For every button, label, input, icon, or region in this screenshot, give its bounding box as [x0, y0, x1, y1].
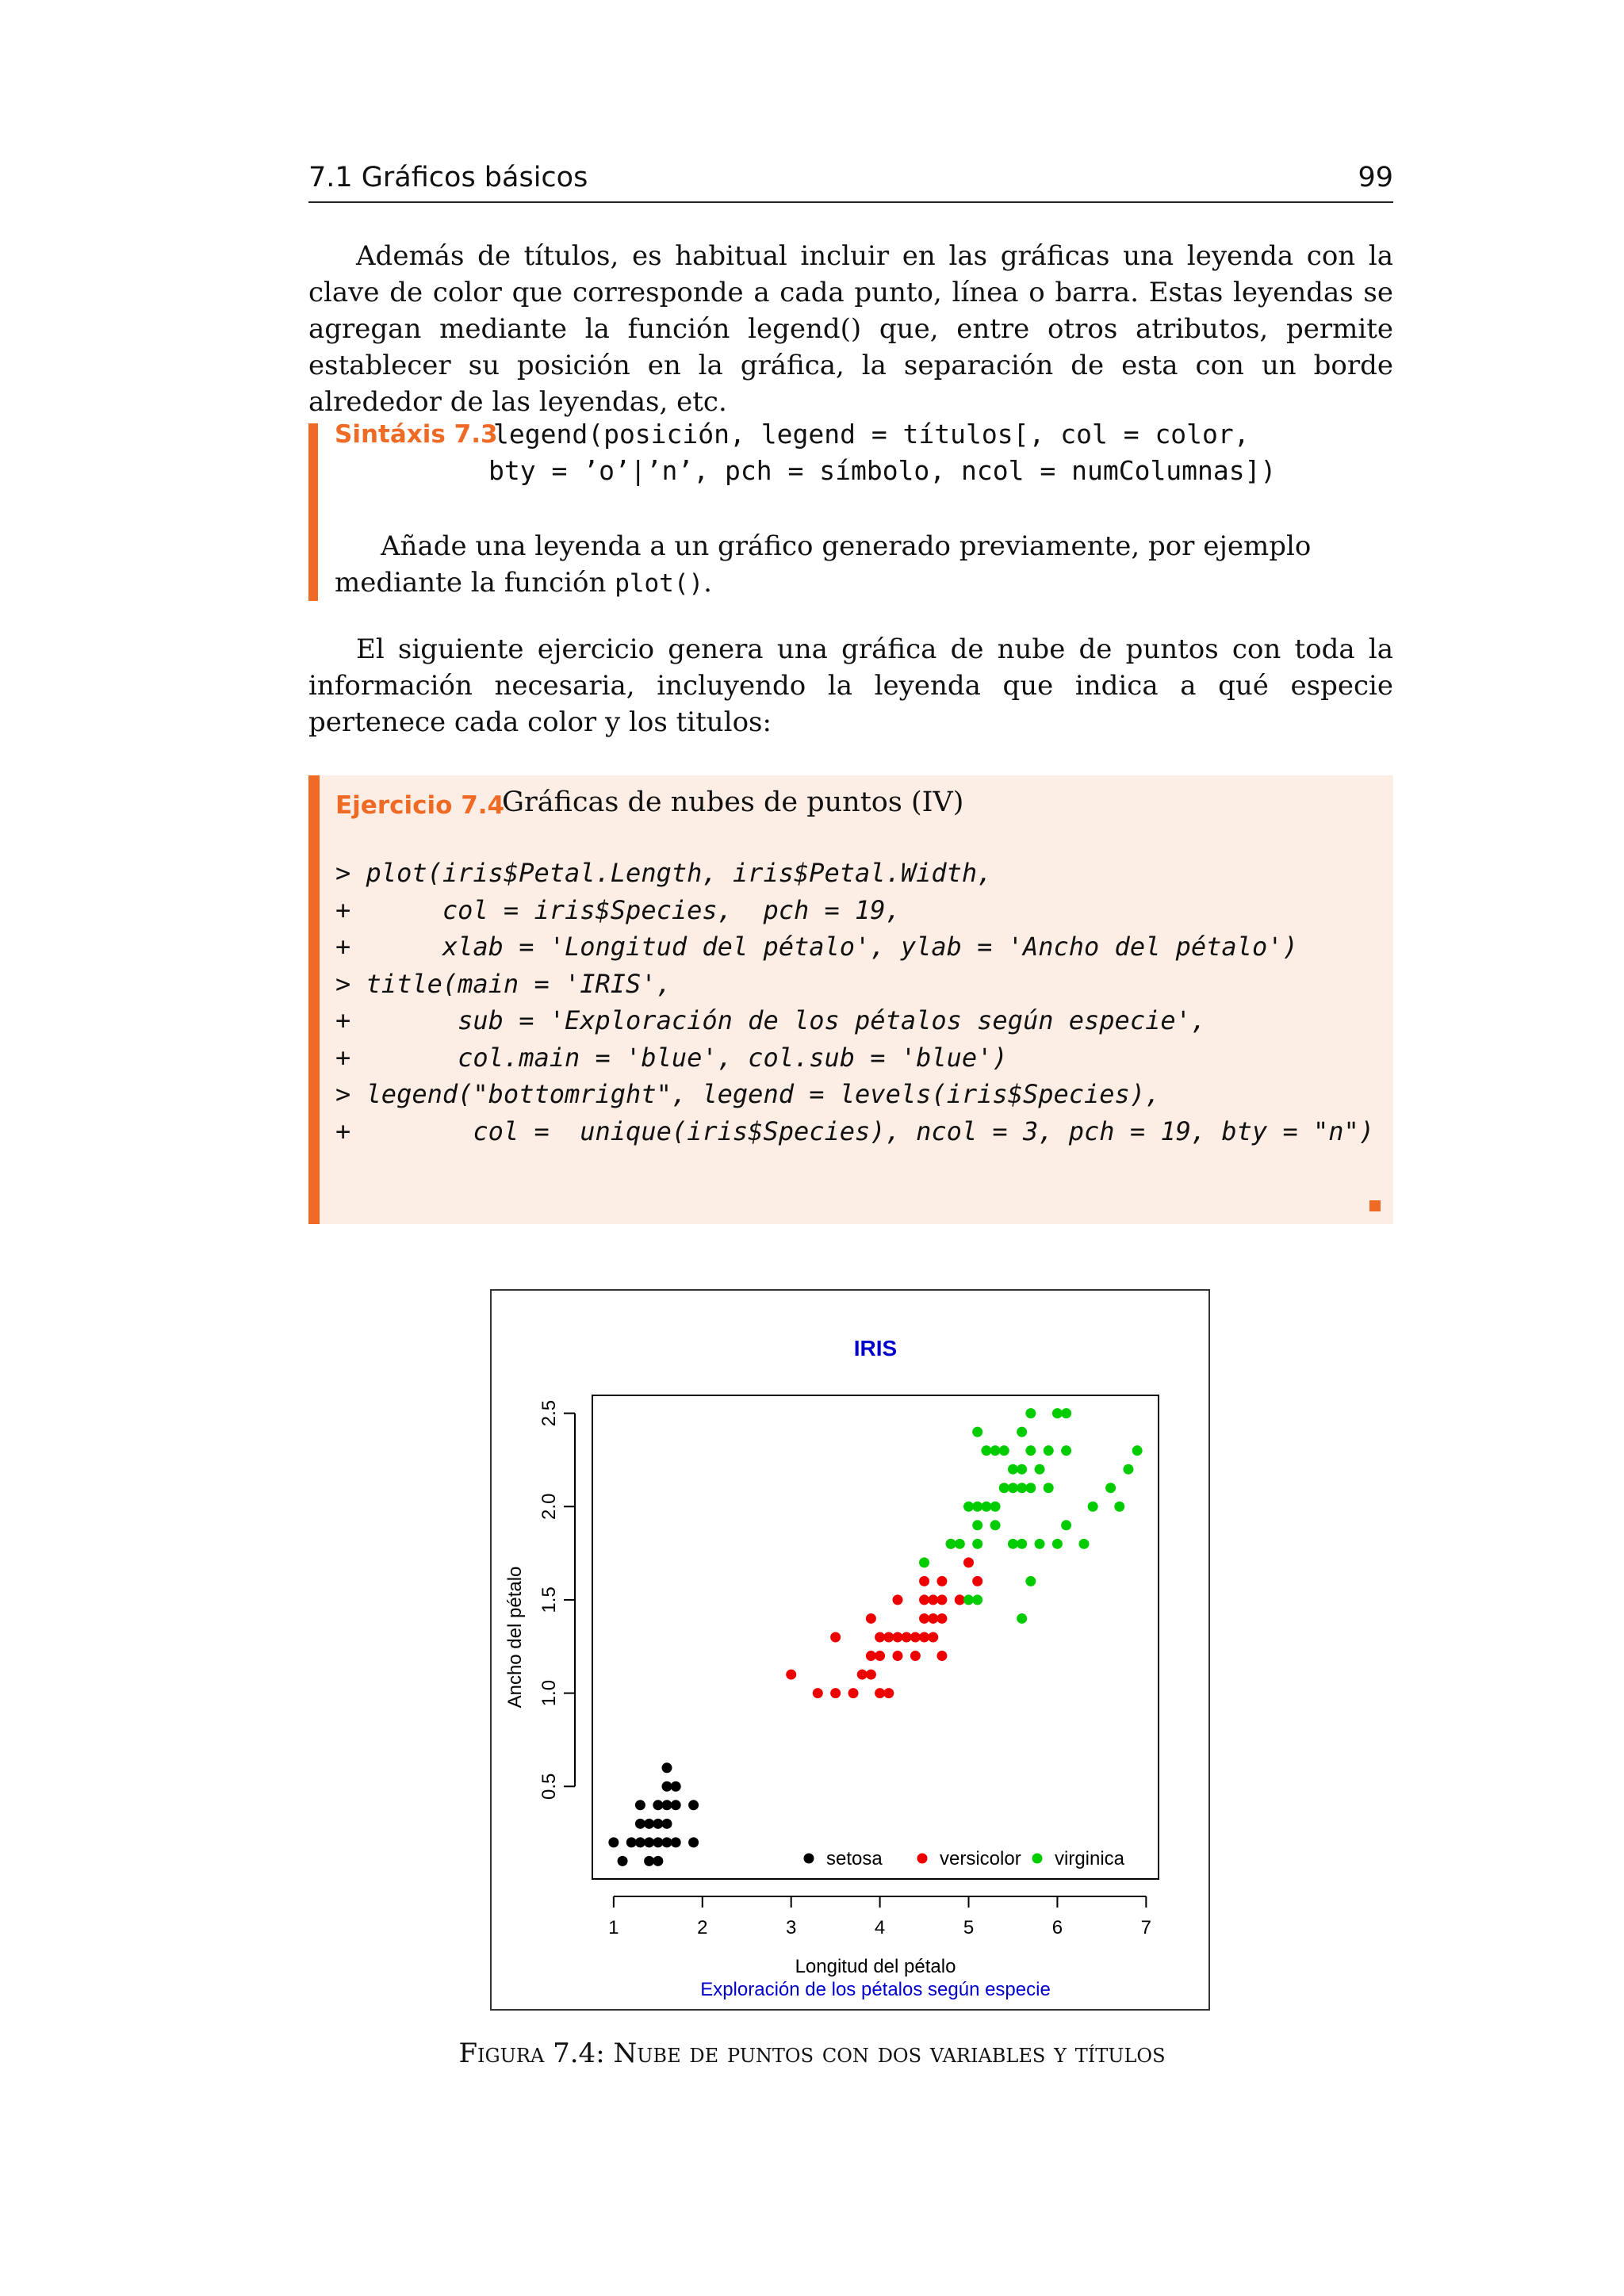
- x-axis-label: Longitud del pétalo: [795, 1956, 956, 1977]
- data-point-setosa: [688, 1837, 699, 1847]
- data-point-versicolor: [813, 1688, 823, 1698]
- data-point-versicolor: [972, 1576, 982, 1586]
- data-point-versicolor: [866, 1651, 876, 1661]
- code-line: + sub = 'Exploración de los pétalos según especie',: [335, 1005, 1207, 1035]
- code-line: + col = iris$Species, pch = 19,: [335, 894, 901, 925]
- data-point-versicolor: [866, 1613, 876, 1624]
- data-point-virginica: [1017, 1539, 1027, 1549]
- data-point-setosa: [653, 1856, 663, 1866]
- data-point-versicolor: [875, 1688, 885, 1698]
- data-point-setosa: [653, 1819, 663, 1829]
- code-line: > title(main = 'IRIS',: [335, 968, 672, 999]
- data-point-virginica: [1061, 1520, 1071, 1530]
- data-point-versicolor: [919, 1613, 929, 1624]
- data-point-versicolor: [857, 1670, 868, 1680]
- syntax-description: [335, 528, 1381, 602]
- data-point-setosa: [653, 1837, 663, 1847]
- data-point-versicolor: [910, 1632, 921, 1643]
- data-point-virginica: [1025, 1408, 1036, 1418]
- data-point-setosa: [662, 1819, 672, 1829]
- chart-title: IRIS: [853, 1336, 898, 1360]
- data-point-virginica: [1132, 1445, 1143, 1456]
- data-point-versicolor: [910, 1651, 921, 1661]
- legend-label-setosa: setosa: [826, 1848, 883, 1869]
- data-point-virginica: [963, 1502, 974, 1512]
- data-point-versicolor: [892, 1651, 902, 1661]
- data-point-versicolor: [955, 1594, 965, 1605]
- data-point-setosa: [635, 1819, 645, 1829]
- y-tick-label: 2.5: [538, 1399, 560, 1427]
- data-point-setosa: [662, 1800, 672, 1810]
- data-point-setosa: [608, 1837, 619, 1847]
- data-point-virginica: [981, 1445, 991, 1456]
- data-points: [608, 1408, 1142, 1866]
- data-point-virginica: [1061, 1408, 1071, 1418]
- data-point-virginica: [955, 1539, 965, 1549]
- section-title: 7.1 Gráficos básicos: [308, 162, 588, 193]
- data-point-versicolor: [883, 1688, 894, 1698]
- syntax-accent-bar: [308, 423, 318, 601]
- data-point-versicolor: [936, 1594, 947, 1605]
- data-point-virginica: [1052, 1539, 1063, 1549]
- legend-label-versicolor: versicolor: [940, 1848, 1021, 1869]
- data-point-virginica: [1105, 1483, 1116, 1493]
- data-point-virginica: [1078, 1539, 1089, 1549]
- paragraph-exercise-intro-text: El siguiente ejercicio genera una gráfica de nube de puntos con toda la información necesaria, incluyendo la leyenda que indica a qué especie pertenece cada color y los titulos:: [308, 633, 1393, 738]
- data-point-versicolor: [848, 1688, 859, 1698]
- paragraph-intro: [308, 238, 1393, 420]
- exercise-box: [308, 775, 1393, 1224]
- syntax-description-code: plot(): [615, 569, 704, 598]
- data-point-versicolor: [928, 1632, 938, 1643]
- data-point-virginica: [972, 1502, 982, 1512]
- data-point-versicolor: [892, 1632, 902, 1643]
- syntax-label: Sintáxis 7.3: [335, 420, 498, 449]
- data-point-setosa: [688, 1800, 699, 1810]
- data-point-versicolor: [936, 1576, 947, 1586]
- paragraph-intro-text: Además de títulos, es habitual incluir en las gráficas una leyenda con la clave de color que corresponde a cada punto, línea o barra. Estas leyendas se agregan mediante la función legend() que, entre otros atributos, permite establecer su posición en la gráfica, la separación de esta con un borde alrededor de las leyendas, etc.: [308, 240, 1393, 418]
- data-point-virginica: [1025, 1576, 1036, 1586]
- data-point-setosa: [662, 1781, 672, 1792]
- data-point-virginica: [1025, 1483, 1036, 1493]
- data-point-versicolor: [928, 1594, 938, 1605]
- data-point-setosa: [644, 1819, 654, 1829]
- data-point-setosa: [662, 1837, 672, 1847]
- x-tick-label: 1: [608, 1917, 619, 1938]
- data-point-setosa: [644, 1856, 654, 1866]
- data-point-setosa: [653, 1800, 663, 1810]
- data-point-virginica: [1123, 1464, 1133, 1475]
- data-point-virginica: [1052, 1408, 1063, 1418]
- y-tick-label: 0.5: [538, 1773, 560, 1800]
- code-line: + col.main = 'blue', col.sub = 'blue'): [335, 1042, 1008, 1073]
- data-point-virginica: [1017, 1464, 1027, 1475]
- data-point-setosa: [644, 1837, 654, 1847]
- data-point-virginica: [1017, 1613, 1027, 1624]
- syntax-code-line-1: legend(posición, legend = títulos[, col = color,: [493, 419, 1250, 450]
- data-point-versicolor: [830, 1632, 841, 1643]
- data-point-virginica: [972, 1520, 982, 1530]
- data-point-virginica: [1017, 1427, 1027, 1437]
- data-point-virginica: [1061, 1445, 1071, 1456]
- data-point-virginica: [999, 1483, 1009, 1493]
- data-point-versicolor: [928, 1613, 938, 1624]
- x-tick-label: 5: [963, 1917, 975, 1938]
- data-point-setosa: [618, 1856, 628, 1866]
- data-point-virginica: [990, 1502, 1001, 1512]
- code-line: + xlab = 'Longitud del pétalo', ylab = 'Ancho del pétalo'): [335, 932, 1298, 962]
- code-line: + col = unique(iris$Species), ncol = 3, pch = 19, bty = "n"): [335, 1115, 1375, 1146]
- data-point-versicolor: [919, 1594, 929, 1605]
- exercise-label: Ejercicio 7.4: [335, 791, 505, 820]
- data-point-virginica: [1044, 1445, 1054, 1456]
- exercise-title: Gráficas de nubes de puntos (IV): [502, 786, 964, 818]
- legend-marker-virginica: [1032, 1854, 1043, 1864]
- data-point-virginica: [1008, 1539, 1018, 1549]
- data-point-virginica: [999, 1445, 1009, 1456]
- data-point-virginica: [981, 1502, 991, 1512]
- figure-frame: [490, 1289, 1210, 2011]
- data-point-virginica: [946, 1539, 956, 1549]
- legend: [804, 1848, 1125, 1869]
- legend-marker-setosa: [804, 1854, 814, 1864]
- x-tick-label: 4: [874, 1917, 886, 1938]
- data-point-versicolor: [892, 1594, 902, 1605]
- data-point-versicolor: [963, 1557, 974, 1567]
- data-point-virginica: [1035, 1539, 1045, 1549]
- data-point-virginica: [1017, 1483, 1027, 1493]
- data-point-versicolor: [830, 1688, 841, 1698]
- data-point-virginica: [1008, 1483, 1018, 1493]
- paragraph-exercise-intro: [308, 631, 1393, 740]
- data-point-versicolor: [875, 1632, 885, 1643]
- data-point-setosa: [671, 1800, 681, 1810]
- data-point-versicolor: [875, 1651, 885, 1661]
- data-point-setosa: [671, 1837, 681, 1847]
- data-point-setosa: [626, 1837, 637, 1847]
- x-tick-label: 3: [786, 1917, 797, 1938]
- data-point-setosa: [662, 1762, 672, 1773]
- data-point-virginica: [1035, 1464, 1045, 1475]
- chart-subtitle: Exploración de los pétalos según especie: [700, 1979, 1051, 2000]
- x-tick-label: 6: [1051, 1917, 1063, 1938]
- data-point-setosa: [635, 1837, 645, 1847]
- exercise-accent-bar: [308, 775, 320, 1224]
- exercise-code-block: [335, 855, 1374, 1150]
- data-point-virginica: [990, 1445, 1001, 1456]
- data-point-setosa: [671, 1781, 681, 1792]
- y-axis-label: Ancho del pétalo: [504, 1566, 526, 1709]
- x-tick-label: 7: [1140, 1917, 1152, 1938]
- data-point-virginica: [1025, 1445, 1036, 1456]
- data-point-versicolor: [936, 1651, 947, 1661]
- y-tick-label: 1.0: [538, 1679, 560, 1707]
- x-tick-label: 2: [697, 1917, 708, 1938]
- syntax-description-end: .: [703, 567, 712, 599]
- legend-marker-versicolor: [917, 1854, 928, 1864]
- data-point-versicolor: [866, 1670, 876, 1680]
- data-point-virginica: [972, 1594, 982, 1605]
- data-point-versicolor: [902, 1632, 912, 1643]
- data-point-virginica: [1008, 1464, 1018, 1475]
- data-point-setosa: [635, 1800, 645, 1810]
- data-point-virginica: [1088, 1502, 1098, 1512]
- figure-caption: Figura 7.4: Nube de puntos con dos variables y títulos: [458, 2038, 1166, 2069]
- data-point-virginica: [919, 1557, 929, 1567]
- data-point-versicolor: [883, 1632, 894, 1643]
- data-point-virginica: [1044, 1483, 1054, 1493]
- running-header: [308, 159, 1393, 203]
- code-line: > plot(iris$Petal.Length, iris$Petal.Width,: [335, 858, 993, 888]
- code-line: > legend("bottomright", legend = levels(iris$Species),: [335, 1079, 1161, 1109]
- legend-label-virginica: virginica: [1055, 1848, 1125, 1869]
- y-tick-label: 1.5: [538, 1586, 560, 1613]
- y-tick-label: 2.0: [538, 1493, 560, 1520]
- data-point-versicolor: [786, 1670, 796, 1680]
- data-point-versicolor: [919, 1632, 929, 1643]
- data-point-versicolor: [919, 1576, 929, 1586]
- page-number: 99: [1358, 162, 1393, 193]
- syntax-description-text: Añade una leyenda a un gráfico generado previamente, por ejemplo mediante la función: [335, 530, 1312, 599]
- syntax-code-line-2: bty = ’o’|’n’, pch = símbolo, ncol = numColumnas]): [488, 455, 1277, 486]
- data-point-virginica: [972, 1539, 982, 1549]
- data-point-virginica: [990, 1520, 1001, 1530]
- exercise-end-square-icon: [1369, 1200, 1381, 1211]
- data-point-virginica: [963, 1594, 974, 1605]
- scatter-chart: [492, 1291, 1208, 2009]
- data-point-virginica: [972, 1427, 982, 1437]
- data-point-versicolor: [936, 1613, 947, 1624]
- data-point-virginica: [1114, 1502, 1124, 1512]
